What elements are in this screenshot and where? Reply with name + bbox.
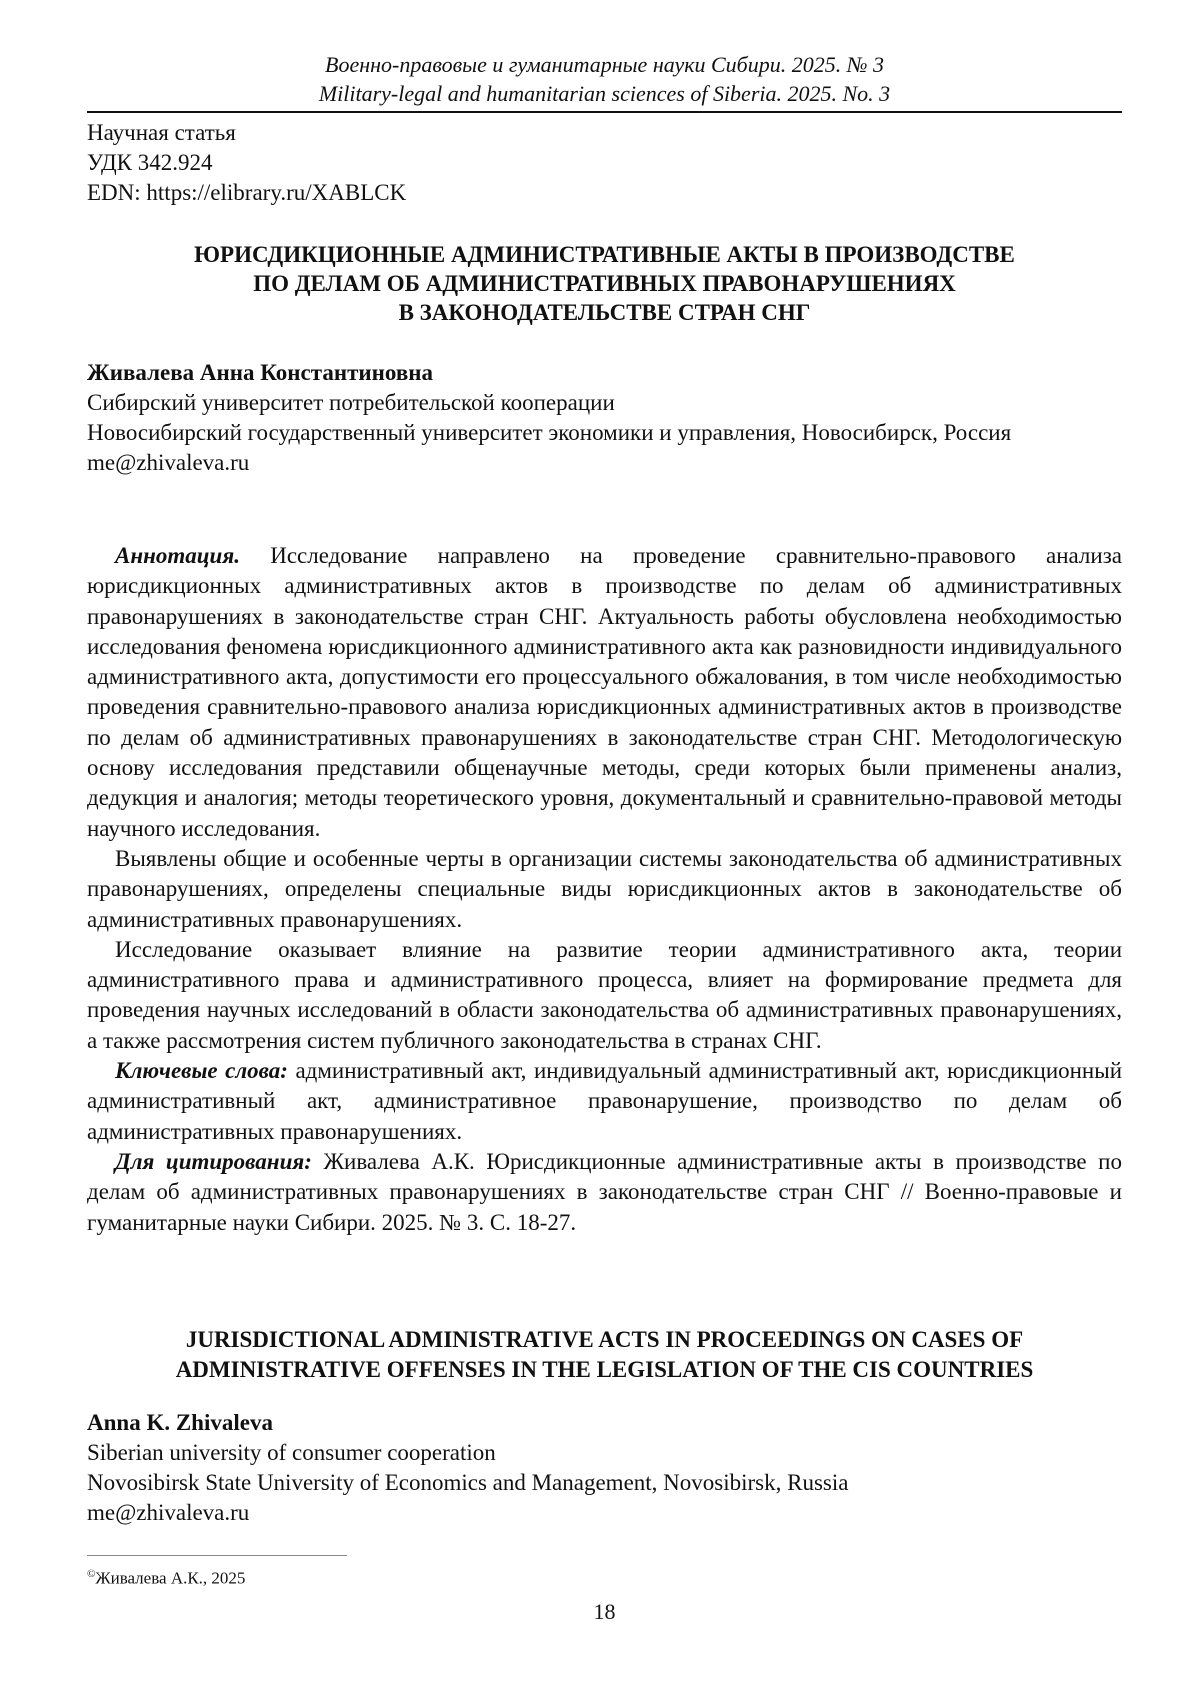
author-affiliation-2-en: Novosibirsk State University of Economics and Management, Novosibirsk, Russia xyxy=(87,1470,849,1495)
article-title-en xyxy=(87,1325,1122,1385)
author-block-ru xyxy=(87,358,1122,478)
article-title-ru xyxy=(87,240,1122,327)
article-meta xyxy=(87,118,406,208)
title-ru-line: ЮРИСДИКЦИОННЫЕ АДМИНИСТРАТИВНЫЕ АКТЫ В ПРОИЗВОДСТВЕ xyxy=(194,242,1015,267)
copyright-mark: © xyxy=(87,1568,96,1580)
page-number: 18 xyxy=(593,1599,616,1624)
abstract-label: Аннотация. xyxy=(115,543,240,568)
author-email-en: me@zhivaleva.ru xyxy=(87,1500,250,1525)
abstract-paragraph-1 xyxy=(87,541,1122,844)
author-affiliation-1-ru: Сибирский университет потребительской кооперации xyxy=(87,390,615,415)
header-rule xyxy=(87,111,1122,113)
author-name-ru: Живалева Анна Константиновна xyxy=(87,360,433,385)
keywords-text: административный акт, индивидуальный административный акт, юрисдикционный административный акт, административное правонарушение, производство по делам об административных правонарушениях. xyxy=(87,1058,1123,1144)
title-ru-line: ПО ДЕЛАМ ОБ АДМИНИСТРАТИВНЫХ ПРАВОНАРУШЕНИЯХ xyxy=(253,271,956,296)
udk-code: УДК 342.924 xyxy=(87,150,213,175)
abstract-text-1: Исследование направлено на проведение сравнительно-правового анализа юрисдикционных административных актов в производстве по делам об административных правонарушениях в законодательстве стран СНГ. Актуальность работы обусловлена необходимостью исследования феномена юрисдикционного административного акта как разновидности индивидуального административного акта, допустимости его процессуального обжалования, в том числе необходимостью проведения сравнительно-правового анализа юрисдикционных административных актов в производстве по делам об административных правонарушениях в законодательстве стран СНГ. Методологическую основу исследования представили общенаучные методы, среди которых были применены анализ, дедукция и аналогия; методы теоретического уровня, документальный и сравнительно-правовой методы научного исследования. xyxy=(87,543,1122,841)
keywords-label: Ключевые слова: xyxy=(115,1058,288,1084)
article-type: Научная статья xyxy=(87,120,236,145)
title-ru-line: В ЗАКОНОДАТЕЛЬСТВЕ СТРАН СНГ xyxy=(398,300,811,325)
footnote-rule xyxy=(87,1555,347,1556)
copyright-footnote xyxy=(87,1563,245,1590)
abstract-paragraph-3: Исследование оказывает влияние на развитие теории административного акта, теории административного права и административного процесса, влияет на формирование предмета для проведения научных исследований в области законодательства об административных правонарушениях, а также рассмотрения систем публичного законодательства в странах СНГ. xyxy=(87,936,1122,1053)
edn-link: EDN: https://elibrary.ru/XABLCK xyxy=(87,180,407,205)
author-name-en: Anna K. Zhivaleva xyxy=(87,1410,273,1435)
copyright-text: Живалева А.К., 2025 xyxy=(95,1568,246,1588)
author-email-ru: me@zhivaleva.ru xyxy=(87,450,250,475)
journal-title-ru: Военно-правовые и гуманитарные науки Сибири. 2025. № 3 xyxy=(325,52,884,77)
citation-paragraph xyxy=(87,1147,1122,1238)
abstract-section xyxy=(87,541,1122,1238)
author-affiliation-2-ru: Новосибирский государственный университет экономики и управления, Новосибирск, Россия xyxy=(87,420,1012,445)
title-en-line: JURISDICTIONAL ADMINISTRATIVE ACTS IN PROCEEDINGS ON CASES OF xyxy=(185,1327,1024,1352)
title-en-line: ADMINISTRATIVE OFFENSES IN THE LEGISLATION OF THE CIS COUNTRIES xyxy=(175,1357,1034,1382)
journal-header xyxy=(87,50,1122,108)
keywords-paragraph xyxy=(87,1056,1122,1147)
author-affiliation-1-en: Siberian university of consumer cooperation xyxy=(87,1440,496,1465)
author-block-en xyxy=(87,1408,1122,1528)
citation-text: Живалева А.К. Юрисдикционные административные акты в производстве по делам об административных правонарушениях в законодательстве стран СНГ // Военно-правовые и гуманитарные науки Сибири. 2025. № 3. С. 18-27. xyxy=(87,1148,1122,1235)
abstract-paragraph-2: Выявлены общие и особенные черты в организации системы законодательства об административных правонарушениях, определены специальные виды юрисдикционных актов в законодательстве об административных правонарушениях. xyxy=(87,845,1122,932)
citation-label: Для цитирования: xyxy=(115,1148,312,1174)
journal-title-en: Military-legal and humanitarian sciences of Siberia. 2025. No. 3 xyxy=(318,81,891,106)
